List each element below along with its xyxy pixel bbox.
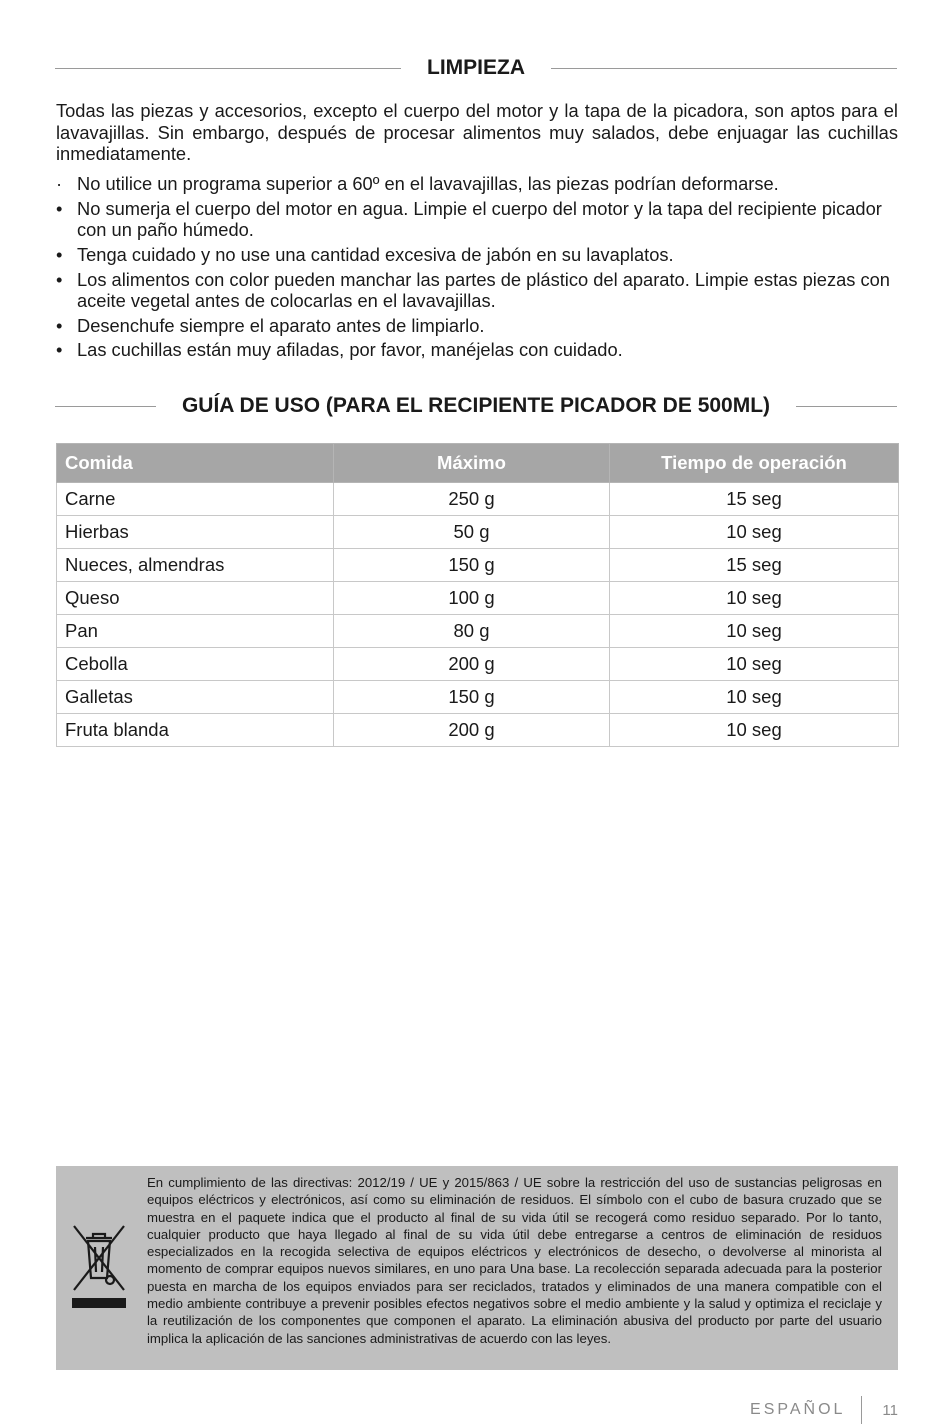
- cell-tiempo: 10 seg: [610, 582, 899, 615]
- limpieza-heading: [55, 56, 897, 80]
- footer-language: ESPAÑOL: [750, 1401, 846, 1418]
- limpieza-bullet-list: [56, 173, 898, 364]
- bullet-text: Las cuchillas están muy afiladas, por favor, manéjelas con cuidado.: [77, 339, 623, 361]
- limpieza-intro: Todas las piezas y accesorios, excepto el cuerpo del motor y la tapa de la picadora, son aptos para el lavavajillas. Sin embargo, después de procesar alimentos muy salados, debe enjuagar las cuchillas inmediatamente.: [56, 100, 898, 164]
- cell-maximo: 100 g: [334, 582, 610, 615]
- bullet-item: [56, 198, 898, 241]
- cell-maximo: 50 g: [334, 516, 610, 549]
- bullet-item: [56, 244, 898, 266]
- table-row: [57, 516, 899, 549]
- cell-maximo: 80 g: [334, 615, 610, 648]
- bullet-mark: ·: [56, 173, 63, 194]
- table-row: [57, 549, 899, 582]
- cell-comida: Hierbas: [57, 516, 334, 549]
- limpieza-title: LIMPIEZA: [427, 56, 525, 79]
- bullet-text: No sumerja el cuerpo del motor en agua. Limpie el cuerpo del motor y la tapa del recipiente picador con un paño húmedo.: [77, 197, 882, 241]
- cell-comida: Cebolla: [57, 648, 334, 681]
- table-row: [57, 681, 899, 714]
- footer-divider: [861, 1396, 862, 1424]
- bullet-mark: •: [56, 243, 63, 265]
- bullet-text: Desenchufe siempre el aparato antes de limpiarlo.: [77, 314, 485, 336]
- bullet-item: [56, 269, 898, 312]
- cell-comida: Carne: [57, 483, 334, 516]
- cell-comida: Queso: [57, 582, 334, 615]
- crossed-out-wheeled-bin-icon: [70, 1220, 128, 1310]
- column-header-tiempo: Tiempo de operación: [610, 444, 899, 483]
- usage-guide-table: [56, 443, 899, 747]
- cell-tiempo: 10 seg: [610, 714, 899, 747]
- column-header-comida: Comida: [57, 444, 334, 483]
- bullet-mark: •: [56, 314, 63, 336]
- bullet-text: Los alimentos con color pueden manchar las partes de plástico del aparato. Limpie estas piezas con aceite vegetal antes de colocarlas en el lavavajillas.: [77, 268, 890, 312]
- cell-maximo: 200 g: [334, 714, 610, 747]
- cell-comida: Pan: [57, 615, 334, 648]
- page-number: 11: [882, 1401, 898, 1419]
- bullet-item: [56, 315, 898, 337]
- cell-comida: Galletas: [57, 681, 334, 714]
- column-header-maximo: Máximo: [334, 444, 610, 483]
- bullet-mark: •: [56, 339, 63, 361]
- heading-rule-right: [796, 406, 897, 407]
- weee-notice-text: En cumplimiento de las directivas: 2012/19 / UE y 2015/863 / UE sobre la restricción del uso de sustancias peligrosas en equipos eléctricos y electrónicos, así como su eliminación de residuos. El símbolo con el cubo de basura cruzado que se muestra en el paquete indica que el producto al final de su vida útil se recogerá como residuo separado. Por lo tanto, cualquier producto que haya llegado al final de su vida útil debe entregarse a centros de eliminación de residuos especializados en la recogida selectiva de equipos eléctricos y electrónicos de desecho, o devolverse al minorista al momento de comprar equipos nuevos similares, en uno para Una base. La recolección separada adecuada para la posterior puesta en marcha de los equipos enviados para ser reciclados, tratados y eliminados de una manera compatible con el medio ambiente contribuye a prevenir posibles efectos negativos sobre el medio ambiente y la salud y optimiza el reciclaje y la reutilización de los componentes que componen el aparato. La eliminación abusiva del producto por parte del usuario implica la aplicación de las sanciones administrativas de acuerdo con las leyes.: [147, 1175, 882, 1346]
- cell-comida: Nueces, almendras: [57, 549, 334, 582]
- cell-maximo: 200 g: [334, 648, 610, 681]
- weee-notice-box: [56, 1166, 898, 1370]
- page-footer: [750, 1396, 898, 1424]
- table-body: [57, 483, 899, 747]
- bullet-text: Tenga cuidado y no use una cantidad excesiva de jabón en su lavaplatos.: [77, 243, 674, 265]
- heading-rule-left: [55, 68, 401, 69]
- bullet-mark: •: [56, 197, 63, 219]
- bullet-item: [56, 173, 898, 195]
- table-row: [57, 483, 899, 516]
- cell-maximo: 150 g: [334, 681, 610, 714]
- heading-rule-left: [55, 406, 156, 407]
- guia-title: GUÍA DE USO (PARA EL RECIPIENTE PICADOR DE 500ML): [181, 394, 771, 417]
- guia-heading: [55, 394, 897, 418]
- table-row: [57, 648, 899, 681]
- cell-maximo: 250 g: [334, 483, 610, 516]
- heading-rule-right: [551, 68, 897, 69]
- cell-tiempo: 15 seg: [610, 549, 899, 582]
- cell-tiempo: 10 seg: [610, 516, 899, 549]
- bullet-text: No utilice un programa superior a 60º en el lavavajillas, las piezas podrían deformarse.: [77, 173, 779, 194]
- table-row: [57, 714, 899, 747]
- cell-comida: Fruta blanda: [57, 714, 334, 747]
- table-row: [57, 582, 899, 615]
- cell-tiempo: 15 seg: [610, 483, 899, 516]
- cell-tiempo: 10 seg: [610, 615, 899, 648]
- bullet-mark: •: [56, 268, 63, 290]
- bullet-item: [56, 339, 898, 361]
- cell-tiempo: 10 seg: [610, 681, 899, 714]
- cell-maximo: 150 g: [334, 549, 610, 582]
- cell-tiempo: 10 seg: [610, 648, 899, 681]
- table-header-row: [57, 444, 899, 483]
- table-row: [57, 615, 899, 648]
